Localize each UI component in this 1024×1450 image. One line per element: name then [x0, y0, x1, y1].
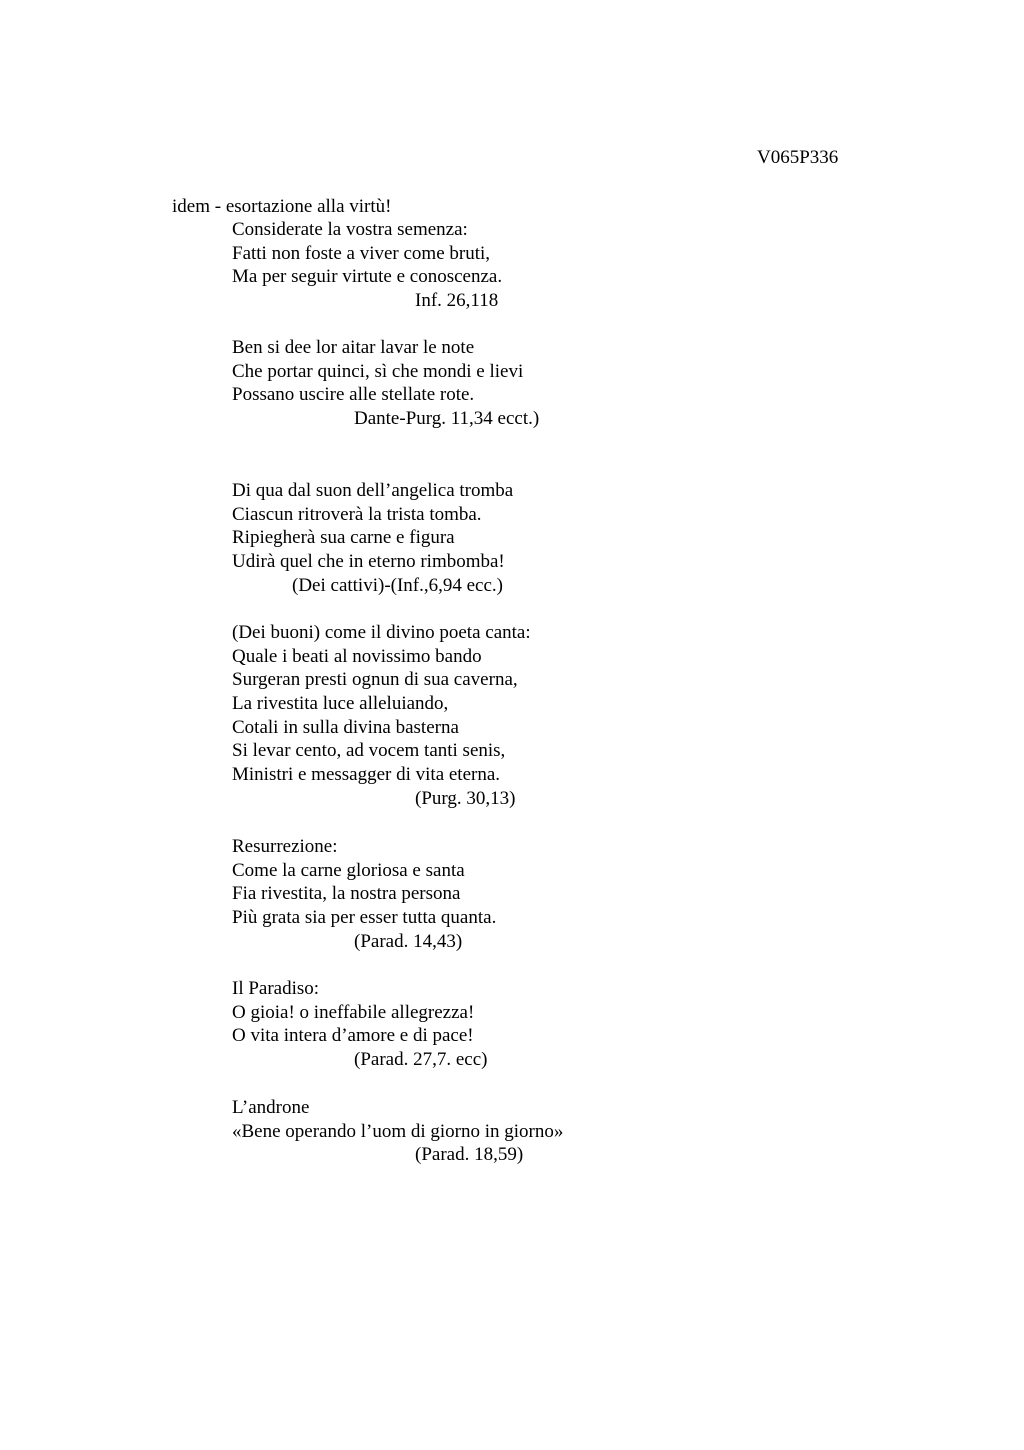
- verse-line: Ripiegherà sua carne e figura: [232, 527, 455, 549]
- verse-line: Fia rivestita, la nostra persona: [232, 883, 461, 905]
- citation: Inf. 26,118: [415, 290, 499, 312]
- heading: idem - esortazione alla virtù!: [172, 196, 392, 217]
- verse-line: Che portar quinci, sì che mondi e lievi: [232, 360, 524, 382]
- verse-line: Considerate la vostra semenza:: [232, 219, 468, 240]
- verse-line: Surgeran presti ognun di sua caverna,: [232, 669, 518, 691]
- verse-line: Udirà quel che in eterno rimbomba!: [232, 551, 505, 573]
- page-id: V065P336: [757, 147, 839, 168]
- stanza-2: [232, 336, 539, 431]
- verse-line: Ma per seguir virtute e conoscenza.: [232, 266, 503, 288]
- stanza-7: [232, 1096, 563, 1167]
- verse-line: Più grata sia per esser tutta quanta.: [232, 907, 497, 929]
- verse-line: L’androne: [232, 1097, 310, 1118]
- citation: (Parad. 14,43): [354, 930, 463, 952]
- verse-line: Si levar cento, ad vocem tanti senis,: [232, 740, 506, 762]
- verse-line: Ministri e messagger di vita eterna.: [232, 764, 501, 786]
- stanza-5: [232, 835, 496, 953]
- verse-line: Fatti non foste a viver come bruti,: [232, 242, 491, 264]
- verse-line: Possano uscire alle stellate rote.: [232, 384, 475, 406]
- verse-line: Resurrezione:: [232, 836, 338, 857]
- verse-line: «Bene operando l’uom di giorno in giorno»: [232, 1120, 564, 1142]
- stanza-1: [232, 218, 502, 313]
- stanza-6: [232, 977, 487, 1072]
- verse-line: Cotali in sulla divina basterna: [232, 716, 459, 738]
- verse-line: Ben si dee lor aitar lavar le note: [232, 337, 475, 358]
- verse-line: Quale i beati al novissimo bando: [232, 645, 482, 667]
- verse-line: (Dei buoni) come il divino poeta canta:: [232, 622, 531, 643]
- citation: (Dei cattivi)-(Inf.,6,94 ecc.): [292, 574, 504, 596]
- citation: Dante-Purg. 11,34 ecct.): [354, 408, 540, 430]
- verse-line: Di qua dal suon dell’angelica tromba: [232, 480, 514, 501]
- stanza-4: [232, 621, 531, 811]
- stanza-3: [232, 479, 513, 597]
- verse-line: O vita intera d’amore e di pace!: [232, 1025, 474, 1047]
- citation: (Parad. 27,7. ecc): [354, 1049, 488, 1071]
- verse-line: La rivestita luce alleluiando,: [232, 693, 449, 715]
- verse-line: Come la carne gloriosa e santa: [232, 859, 465, 881]
- citation: (Parad. 18,59): [415, 1144, 524, 1166]
- verse-line: O gioia! o ineffabile allegrezza!: [232, 1001, 475, 1023]
- citation: (Purg. 30,13): [415, 787, 516, 809]
- verse-line: Ciascun ritroverà la trista tomba.: [232, 503, 482, 525]
- verse-line: Il Paradiso:: [232, 978, 320, 999]
